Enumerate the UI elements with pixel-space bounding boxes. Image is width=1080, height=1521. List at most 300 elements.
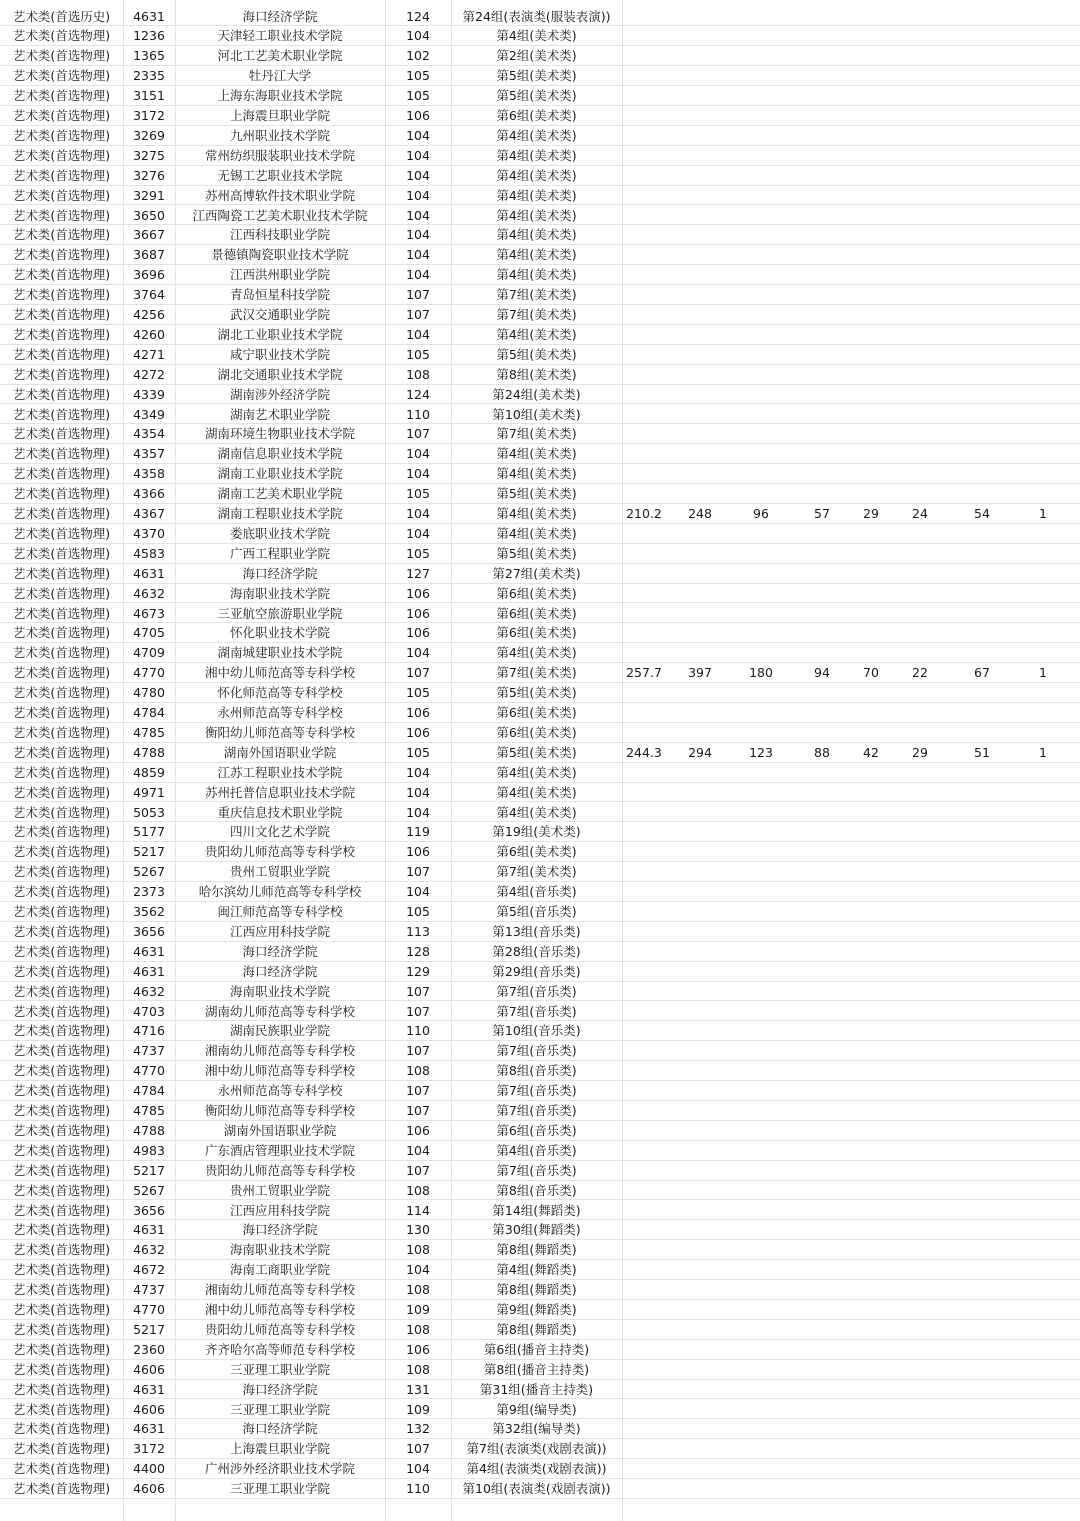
table-row xyxy=(0,783,1080,803)
group-code-cell: 107 xyxy=(406,307,430,322)
table-row xyxy=(0,1419,1080,1439)
group-name-cell: 第7组(表演类(戏剧表演)) xyxy=(466,1441,607,1457)
category-cell: 艺术类(首选物理) xyxy=(12,307,111,322)
group-code-cell: 108 xyxy=(406,1321,430,1337)
category-cell: 艺术类(首选物理) xyxy=(12,1083,111,1099)
group-name-cell: 第4组(表演类(戏剧表演)) xyxy=(466,1461,607,1477)
school-name-cell: 四川文化艺术学院 xyxy=(229,824,330,840)
school-name-cell: 娄底职业技术学院 xyxy=(229,525,330,541)
group-code-cell: 124 xyxy=(406,8,430,24)
group-name-cell: 第4组(美术类) xyxy=(496,525,577,541)
school-code-cell: 4271 xyxy=(133,346,165,362)
school-code-cell: 3650 xyxy=(133,207,165,223)
school-name-cell: 三亚航空旅游职业学院 xyxy=(217,605,343,621)
school-name-cell: 三亚理工职业学院 xyxy=(229,1481,330,1497)
group-name-cell: 第4组(美术类) xyxy=(496,326,577,342)
group-name-cell: 第31组(播音主持类) xyxy=(479,1381,594,1397)
group-code-cell: 104 xyxy=(406,207,430,223)
table-row xyxy=(0,225,1080,245)
school-code-cell: 4272 xyxy=(133,366,165,382)
group-code-cell: 104 xyxy=(406,187,430,203)
group-name-cell: 第10组(表演类(戏剧表演)) xyxy=(462,1481,611,1497)
score-cell: 210.2 xyxy=(626,506,662,521)
group-code-cell: 107 xyxy=(406,426,430,442)
school-code-cell: 4705 xyxy=(133,625,165,641)
group-name-cell: 第5组(美术类) xyxy=(496,545,577,561)
school-name-cell: 常州纺织服装职业技术学院 xyxy=(204,147,355,163)
school-code-cell: 4785 xyxy=(133,724,165,740)
score-cell: 397 xyxy=(688,665,712,681)
group-name-cell: 第4组(美术类) xyxy=(496,804,577,820)
school-name-cell: 湖南工业职业技术学院 xyxy=(217,466,343,482)
group-code-cell: 114 xyxy=(406,1202,430,1218)
group-code-cell: 108 xyxy=(406,1361,430,1377)
school-code-cell: 4770 xyxy=(133,1302,165,1317)
group-code-cell: 105 xyxy=(406,744,430,760)
table-row xyxy=(0,584,1080,604)
category-cell: 艺术类(首选物理) xyxy=(12,207,111,223)
category-cell: 艺术类(首选物理) xyxy=(12,426,111,442)
school-name-cell: 衡阳幼儿师范高等专科学校 xyxy=(204,724,355,740)
category-cell: 艺术类(首选物理) xyxy=(12,1262,111,1278)
group-name-cell: 第4组(美术类) xyxy=(496,506,577,521)
score-cell: 96 xyxy=(753,506,769,521)
school-name-cell: 上海震旦职业学院 xyxy=(229,108,330,123)
school-name-cell: 湖南民族职业学院 xyxy=(229,1023,330,1039)
group-code-cell: 104 xyxy=(406,326,430,342)
table-row xyxy=(0,564,1080,584)
group-name-cell: 第7组(美术类) xyxy=(496,307,577,322)
school-name-cell: 湖南外国语职业学院 xyxy=(223,744,337,760)
group-code-cell: 104 xyxy=(406,147,430,163)
school-code-cell: 4631 xyxy=(133,1381,165,1397)
table-row xyxy=(0,922,1080,942)
school-code-cell: 3667 xyxy=(133,227,165,243)
school-code-cell: 5177 xyxy=(133,824,165,840)
group-name-cell: 第4组(美术类) xyxy=(496,784,577,800)
category-cell: 艺术类(首选物理) xyxy=(12,386,111,402)
category-cell: 艺术类(首选物理) xyxy=(12,804,111,820)
group-code-cell: 110 xyxy=(406,406,430,422)
group-code-cell: 106 xyxy=(406,625,430,641)
group-name-cell: 第6组(美术类) xyxy=(496,585,577,601)
category-cell: 艺术类(首选物理) xyxy=(12,923,111,939)
group-code-cell: 105 xyxy=(406,486,430,502)
school-code-cell: 4606 xyxy=(133,1401,165,1417)
school-code-cell: 3172 xyxy=(133,108,165,123)
table-row xyxy=(0,1220,1080,1240)
score-cell: 24 xyxy=(912,506,928,521)
group-code-cell: 108 xyxy=(406,1242,430,1258)
group-code-cell: 107 xyxy=(406,287,430,303)
group-code-cell: 105 xyxy=(406,545,430,561)
school-name-cell: 湖北工业职业技术学院 xyxy=(217,326,343,342)
group-name-cell: 第4组(美术类) xyxy=(496,187,577,203)
school-code-cell: 3764 xyxy=(133,287,165,303)
group-code-cell: 107 xyxy=(406,665,430,681)
group-name-cell: 第29组(音乐类) xyxy=(492,963,581,979)
score-cell: 22 xyxy=(912,665,928,681)
school-code-cell: 3151 xyxy=(133,88,165,104)
table-row xyxy=(0,1380,1080,1400)
category-cell: 艺术类(首选物理) xyxy=(12,764,111,780)
group-code-cell: 109 xyxy=(406,1302,430,1317)
group-name-cell: 第4组(美术类) xyxy=(496,466,577,482)
school-code-cell: 4737 xyxy=(133,1282,165,1298)
school-code-cell: 5267 xyxy=(133,1182,165,1198)
table-row xyxy=(0,1161,1080,1181)
table-row xyxy=(0,166,1080,186)
category-cell: 艺术类(首选物理) xyxy=(12,28,111,44)
table-row xyxy=(0,186,1080,206)
school-code-cell: 4606 xyxy=(133,1481,165,1497)
table-row xyxy=(0,245,1080,265)
group-code-cell: 104 xyxy=(406,506,430,521)
score-cell: 54 xyxy=(974,506,990,521)
category-cell: 艺术类(首选物理) xyxy=(12,167,111,183)
group-name-cell: 第6组(播音主持类) xyxy=(483,1341,590,1357)
group-name-cell: 第8组(音乐类) xyxy=(496,1063,577,1079)
group-name-cell: 第32组(编导类) xyxy=(492,1421,581,1437)
category-cell: 艺术类(首选物理) xyxy=(12,665,111,681)
category-cell: 艺术类(首选物理) xyxy=(12,1441,111,1457)
school-name-cell: 江西应用科技学院 xyxy=(229,923,330,939)
group-code-cell: 106 xyxy=(406,585,430,601)
school-code-cell: 4631 xyxy=(133,8,165,24)
table-row xyxy=(0,1121,1080,1141)
group-name-cell: 第7组(音乐类) xyxy=(496,1003,577,1019)
school-name-cell: 苏州托普信息职业技术学院 xyxy=(204,784,355,800)
category-cell: 艺术类(首选物理) xyxy=(12,1043,111,1059)
group-name-cell: 第6组(美术类) xyxy=(496,108,577,123)
school-code-cell: 4358 xyxy=(133,466,165,482)
school-code-cell: 2335 xyxy=(133,68,165,84)
table-row xyxy=(0,544,1080,564)
group-name-cell: 第19组(美术类) xyxy=(492,824,581,840)
table-row xyxy=(0,942,1080,962)
school-code-cell: 3276 xyxy=(133,167,165,183)
category-cell: 艺术类(首选物理) xyxy=(12,147,111,163)
group-name-cell: 第7组(美术类) xyxy=(496,665,577,681)
table-row xyxy=(0,962,1080,982)
group-name-cell: 第10组(美术类) xyxy=(492,406,581,422)
group-code-cell: 104 xyxy=(406,784,430,800)
table-row xyxy=(0,703,1080,723)
group-code-cell: 107 xyxy=(406,864,430,880)
school-code-cell: 5053 xyxy=(133,804,165,820)
table-row xyxy=(0,882,1080,902)
category-cell: 艺术类(首选物理) xyxy=(12,525,111,541)
category-cell: 艺术类(首选物理) xyxy=(12,705,111,720)
group-code-cell: 105 xyxy=(406,346,430,362)
school-code-cell: 4256 xyxy=(133,307,165,322)
group-name-cell: 第8组(舞蹈类) xyxy=(496,1321,577,1337)
score-cell: 1 xyxy=(1039,665,1047,681)
group-name-cell: 第4组(音乐类) xyxy=(496,1142,577,1158)
category-cell: 艺术类(首选物理) xyxy=(12,1481,111,1497)
school-name-cell: 海南工商职业学院 xyxy=(229,1262,330,1278)
school-name-cell: 上海震旦职业学院 xyxy=(229,1441,330,1457)
group-name-cell: 第9组(编导类) xyxy=(496,1401,577,1417)
school-name-cell: 湖南信息职业技术学院 xyxy=(217,446,343,462)
group-name-cell: 第27组(美术类) xyxy=(492,565,581,581)
category-cell: 艺术类(首选物理) xyxy=(12,247,111,263)
school-name-cell: 海口经济学院 xyxy=(242,943,318,959)
school-code-cell: 4632 xyxy=(133,1242,165,1258)
group-name-cell: 第28组(音乐类) xyxy=(492,943,581,959)
category-cell: 艺术类(首选物理) xyxy=(12,506,111,521)
group-name-cell: 第6组(美术类) xyxy=(496,605,577,621)
school-code-cell: 4370 xyxy=(133,525,165,541)
table-row xyxy=(0,365,1080,385)
table-row xyxy=(0,663,1080,683)
group-name-cell: 第8组(舞蹈类) xyxy=(496,1242,577,1258)
group-name-cell: 第4组(美术类) xyxy=(496,28,577,44)
category-cell: 艺术类(首选物理) xyxy=(12,88,111,104)
group-code-cell: 110 xyxy=(406,1023,430,1039)
group-code-cell: 107 xyxy=(406,1003,430,1019)
group-code-cell: 104 xyxy=(406,525,430,541)
school-code-cell: 3269 xyxy=(133,127,165,143)
school-code-cell: 4780 xyxy=(133,685,165,701)
school-code-cell: 4400 xyxy=(133,1461,165,1477)
table-row xyxy=(0,385,1080,405)
category-cell: 艺术类(首选物理) xyxy=(12,1302,111,1317)
table-row xyxy=(0,1101,1080,1121)
group-name-cell: 第4组(美术类) xyxy=(496,446,577,462)
school-name-cell: 湘中幼儿师范高等专科学校 xyxy=(204,1063,355,1079)
group-code-cell: 108 xyxy=(406,1282,430,1298)
score-cell: 248 xyxy=(688,506,712,521)
group-name-cell: 第13组(音乐类) xyxy=(492,923,581,939)
school-name-cell: 湘南幼儿师范高等专科学校 xyxy=(204,1282,355,1298)
table-row xyxy=(0,1360,1080,1380)
table-row xyxy=(0,1201,1080,1221)
table-row xyxy=(0,1459,1080,1479)
category-cell: 艺术类(首选物理) xyxy=(12,1063,111,1079)
school-name-cell: 湘中幼儿师范高等专科学校 xyxy=(204,1302,355,1317)
table-row xyxy=(0,424,1080,444)
group-code-cell: 106 xyxy=(406,1341,430,1357)
category-cell: 艺术类(首选物理) xyxy=(12,48,111,64)
group-name-cell: 第2组(美术类) xyxy=(496,48,577,64)
school-name-cell: 海口经济学院 xyxy=(242,1381,318,1397)
group-code-cell: 130 xyxy=(406,1222,430,1238)
category-cell: 艺术类(首选物理) xyxy=(12,983,111,999)
school-code-cell: 4583 xyxy=(133,545,165,561)
group-name-cell: 第4组(美术类) xyxy=(496,247,577,263)
table-row xyxy=(0,1240,1080,1260)
table-row xyxy=(0,842,1080,862)
school-code-cell: 4788 xyxy=(133,744,165,760)
category-cell: 艺术类(首选物理) xyxy=(12,227,111,243)
category-cell: 艺术类(首选物理) xyxy=(12,943,111,959)
school-name-cell: 齐齐哈尔高等师范专科学校 xyxy=(204,1341,355,1357)
table-row xyxy=(0,26,1080,46)
group-name-cell: 第7组(音乐类) xyxy=(496,1083,577,1099)
category-cell: 艺术类(首选物理) xyxy=(12,346,111,362)
group-code-cell: 104 xyxy=(406,1142,430,1158)
school-code-cell: 4770 xyxy=(133,665,165,681)
category-cell: 艺术类(首选物理) xyxy=(12,625,111,641)
category-cell: 艺术类(首选物理) xyxy=(12,267,111,283)
category-cell: 艺术类(首选物理) xyxy=(12,1003,111,1019)
category-cell: 艺术类(首选物理) xyxy=(12,1202,111,1218)
group-code-cell: 104 xyxy=(406,227,430,243)
school-name-cell: 河北工艺美术职业学院 xyxy=(217,48,343,64)
category-cell: 艺术类(首选物理) xyxy=(12,1122,111,1138)
group-name-cell: 第5组(美术类) xyxy=(496,68,577,84)
group-name-cell: 第8组(舞蹈类) xyxy=(496,1282,577,1298)
group-name-cell: 第6组(美术类) xyxy=(496,724,577,740)
group-code-cell: 113 xyxy=(406,923,430,939)
table-row xyxy=(0,206,1080,226)
group-code-cell: 129 xyxy=(406,963,430,979)
group-name-cell: 第10组(音乐类) xyxy=(492,1023,581,1039)
group-name-cell: 第7组(音乐类) xyxy=(496,1043,577,1059)
table-row xyxy=(0,265,1080,285)
table-row xyxy=(0,146,1080,166)
category-cell: 艺术类(首选物理) xyxy=(12,1103,111,1118)
school-code-cell: 4785 xyxy=(133,1103,165,1118)
school-code-cell: 4983 xyxy=(133,1142,165,1158)
table-row xyxy=(0,345,1080,365)
table-row xyxy=(0,862,1080,882)
group-name-cell: 第5组(美术类) xyxy=(496,486,577,502)
table-row xyxy=(0,604,1080,624)
school-name-cell: 湘中幼儿师范高等专科学校 xyxy=(204,665,355,681)
school-code-cell: 2373 xyxy=(133,884,165,900)
table-row xyxy=(0,285,1080,305)
score-cell: 70 xyxy=(863,665,879,681)
group-code-cell: 104 xyxy=(406,1461,430,1477)
table-row xyxy=(0,504,1080,524)
school-name-cell: 怀化职业技术学院 xyxy=(229,625,330,641)
school-name-cell: 湖南工艺美术职业学院 xyxy=(217,486,343,502)
category-cell: 艺术类(首选物理) xyxy=(12,68,111,84)
table-row xyxy=(0,803,1080,823)
group-code-cell: 104 xyxy=(406,1262,430,1278)
score-cell: 57 xyxy=(814,506,830,521)
category-cell: 艺术类(首选物理) xyxy=(12,884,111,900)
table-row xyxy=(0,822,1080,842)
table-row xyxy=(0,66,1080,86)
school-code-cell: 4367 xyxy=(133,506,165,521)
category-cell: 艺术类(首选物理) xyxy=(12,904,111,919)
group-name-cell: 第24组(表演类(服装表演)) xyxy=(462,8,611,24)
category-cell: 艺术类(首选物理) xyxy=(12,1242,111,1258)
school-code-cell: 4631 xyxy=(133,1421,165,1437)
group-name-cell: 第6组(美术类) xyxy=(496,625,577,641)
group-code-cell: 105 xyxy=(406,685,430,701)
group-code-cell: 102 xyxy=(406,48,430,64)
score-cell: 180 xyxy=(749,665,773,681)
group-code-cell: 106 xyxy=(406,1122,430,1138)
table-row xyxy=(0,1181,1080,1201)
group-name-cell: 第4组(美术类) xyxy=(496,645,577,661)
group-name-cell: 第5组(美术类) xyxy=(496,88,577,104)
school-name-cell: 海南职业技术学院 xyxy=(229,585,330,601)
school-code-cell: 4737 xyxy=(133,1043,165,1059)
category-cell: 艺术类(首选物理) xyxy=(12,585,111,601)
category-cell: 艺术类(首选物理) xyxy=(12,127,111,143)
group-name-cell: 第7组(美术类) xyxy=(496,864,577,880)
group-code-cell: 104 xyxy=(406,645,430,661)
school-code-cell: 4788 xyxy=(133,1122,165,1138)
category-cell: 艺术类(首选物理) xyxy=(12,1421,111,1437)
school-name-cell: 湖北交通职业技术学院 xyxy=(217,366,343,382)
category-cell: 艺术类(首选物理) xyxy=(12,645,111,661)
table-row xyxy=(0,1141,1080,1161)
school-name-cell: 贵州工贸职业学院 xyxy=(229,864,330,880)
school-name-cell: 湖南艺术职业学院 xyxy=(229,406,330,422)
school-name-cell: 湖南工程职业技术学院 xyxy=(217,506,343,521)
school-name-cell: 海口经济学院 xyxy=(242,963,318,979)
school-code-cell: 4971 xyxy=(133,784,165,800)
group-name-cell: 第4组(美术类) xyxy=(496,267,577,283)
category-cell: 艺术类(首选物理) xyxy=(12,1182,111,1198)
group-name-cell: 第5组(音乐类) xyxy=(496,904,577,919)
category-cell: 艺术类(首选物理) xyxy=(12,545,111,561)
group-name-cell: 第7组(美术类) xyxy=(496,426,577,442)
school-code-cell: 4349 xyxy=(133,406,165,422)
school-name-cell: 贵阳幼儿师范高等专科学校 xyxy=(204,844,355,860)
school-code-cell: 3291 xyxy=(133,187,165,203)
school-code-cell: 3696 xyxy=(133,267,165,283)
school-name-cell: 湖南城建职业技术学院 xyxy=(217,645,343,661)
group-name-cell: 第8组(播音主持类) xyxy=(483,1361,590,1377)
school-code-cell: 4709 xyxy=(133,645,165,661)
school-code-cell: 4632 xyxy=(133,585,165,601)
school-name-cell: 永州师范高等专科学校 xyxy=(217,1083,343,1099)
score-cell: 1 xyxy=(1039,506,1047,521)
school-code-cell: 1365 xyxy=(133,48,165,64)
school-code-cell: 1236 xyxy=(133,28,165,44)
group-code-cell: 105 xyxy=(406,88,430,104)
category-cell: 艺术类(首选物理) xyxy=(12,824,111,840)
table-row xyxy=(0,623,1080,643)
group-code-cell: 105 xyxy=(406,68,430,84)
group-name-cell: 第5组(美术类) xyxy=(496,744,577,760)
school-code-cell: 4703 xyxy=(133,1003,165,1019)
category-cell: 艺术类(首选物理) xyxy=(12,1381,111,1397)
school-name-cell: 永州师范高等专科学校 xyxy=(217,705,343,720)
group-code-cell: 107 xyxy=(406,983,430,999)
table-row xyxy=(0,325,1080,345)
school-name-cell: 海口经济学院 xyxy=(242,1421,318,1437)
table-row xyxy=(0,902,1080,922)
school-name-cell: 江西应用科技学院 xyxy=(229,1202,330,1218)
group-code-cell: 128 xyxy=(406,943,430,959)
score-cell: 1 xyxy=(1039,744,1047,760)
school-name-cell: 景德镇陶瓷职业技术学院 xyxy=(211,247,349,263)
school-name-cell: 江西洪州职业学院 xyxy=(229,267,330,283)
school-code-cell: 5217 xyxy=(133,1162,165,1178)
category-cell: 艺术类(首选物理) xyxy=(12,486,111,502)
category-cell: 艺术类(首选物理) xyxy=(12,864,111,880)
school-code-cell: 4606 xyxy=(133,1361,165,1377)
score-cell: 244.3 xyxy=(626,744,662,760)
school-name-cell: 江苏工程职业技术学院 xyxy=(217,764,343,780)
school-code-cell: 4366 xyxy=(133,486,165,502)
school-name-cell: 湖南环境生物职业技术学院 xyxy=(204,426,355,442)
group-name-cell: 第4组(美术类) xyxy=(496,207,577,223)
table-row xyxy=(0,7,1080,27)
school-code-cell: 5217 xyxy=(133,844,165,860)
group-name-cell: 第7组(音乐类) xyxy=(496,1162,577,1178)
category-cell: 艺术类(首选物理) xyxy=(12,187,111,203)
school-name-cell: 九州职业技术学院 xyxy=(229,127,330,143)
